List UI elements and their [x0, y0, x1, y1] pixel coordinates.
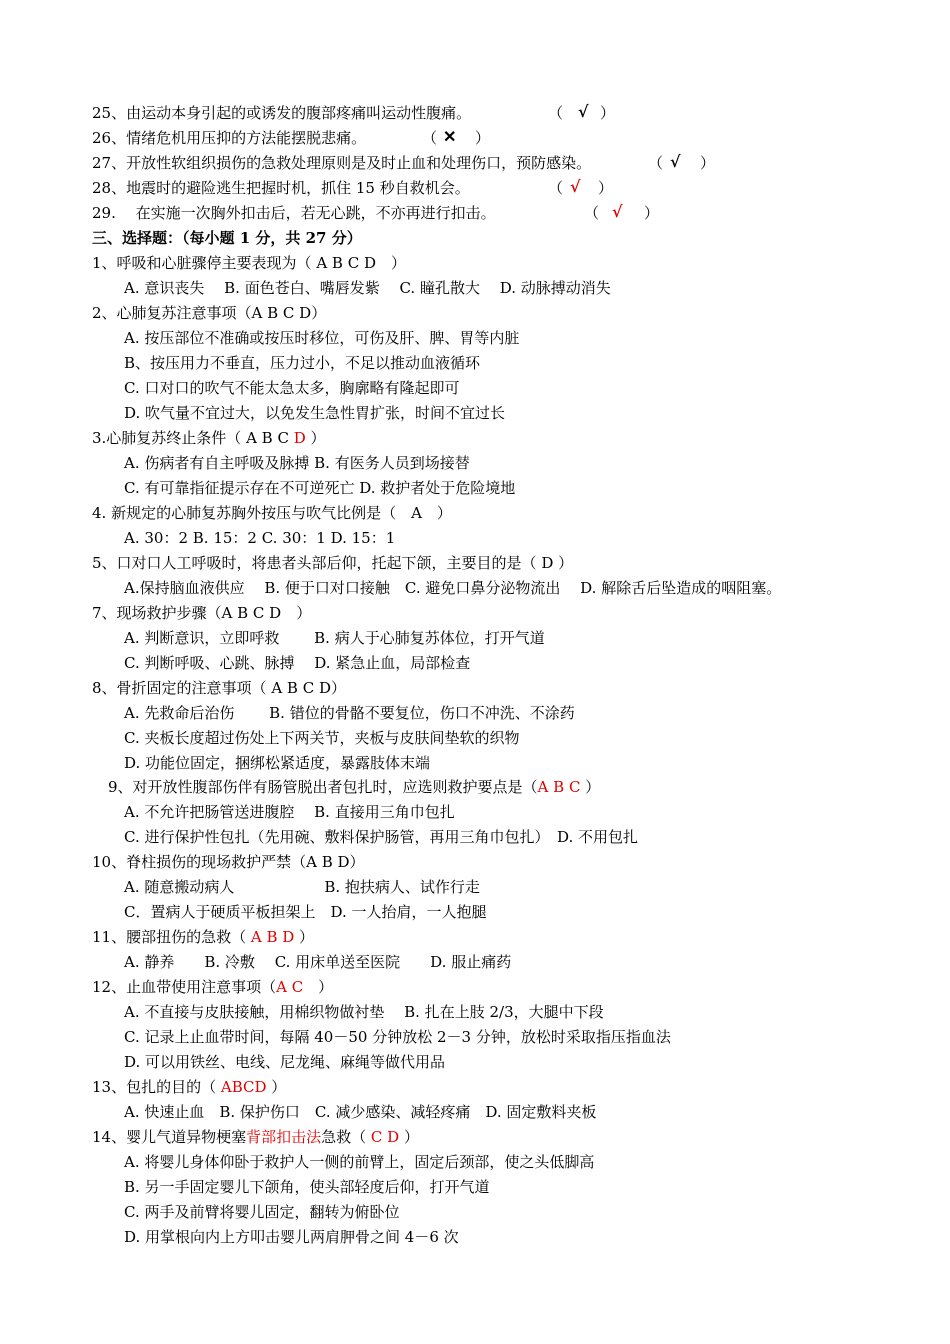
option-a: A. 将婴儿身体仰卧于救护人一侧的前臂上，固定后颈部，使之头低脚高	[124, 1153, 595, 1171]
check-mark: √	[578, 102, 589, 121]
option-c: C. 口对口的吹气不能太急太多，胸廓略有隆起即可	[124, 379, 460, 397]
question-text-end: ）	[580, 778, 601, 796]
method-highlight: 背部扣击法	[246, 1128, 322, 1146]
question-text-mid: 急救（	[321, 1128, 371, 1146]
options-cd: C. 有可靠指征提示存在不可逆死亡 D. 救护者处于危险境地	[124, 479, 516, 497]
answer-highlight: A B D	[250, 928, 295, 946]
question-1-options: A. 意识丧失 B. 面色苍白、嘴唇发紫 C. 瞳孔散大 D. 动脉搏动消失	[124, 279, 611, 297]
check-mark: √	[670, 152, 681, 171]
question-text: 13、包扎的目的（	[92, 1078, 221, 1096]
option-c: C. 记录上止血带时间，每隔 40－50 分钟放松 2－3 分钟，放松时采取指压指血法	[124, 1028, 671, 1046]
judgment-26	[92, 128, 366, 148]
options-cd: C. 进行保护性包扎（先用碗、敷料保护肠管，再用三角巾包扎） D. 不用包扎	[124, 828, 639, 846]
question-9	[108, 777, 600, 797]
question-text: 12、止血带使用注意事项（	[92, 978, 277, 996]
option-d: D. 功能位固定，捆绑松紧适度，暴露肢体末端	[124, 754, 431, 772]
question-5: 5、口对口人工呼吸时，将患者头部后仰，托起下颌，主要目的是（ D ）	[92, 554, 574, 572]
question-text: 14、婴儿气道异物梗塞	[92, 1128, 247, 1146]
question-12	[92, 977, 333, 997]
paren-close: ）	[600, 104, 616, 122]
option-d: D. 用掌根向内上方叩击婴儿两肩胛骨之间 4－6 次	[124, 1228, 459, 1246]
question-11-options: A. 静养 B. 冷敷 C. 用床单送至医院 D. 服止痛药	[124, 953, 512, 971]
question-14	[92, 1127, 419, 1147]
question-4-options: A. 30：2 B. 15：2 C. 30：1 D. 15：1	[124, 529, 396, 547]
paren-close: ）	[475, 129, 491, 147]
answer-highlight: A B C	[537, 778, 581, 796]
judgment-29	[92, 203, 496, 223]
options-ab: A. 随意搬动病人 B. 抱扶病人、试作行走	[124, 878, 480, 896]
question-1: 1、呼吸和心脏骤停主要表现为（ A B C D ）	[92, 254, 406, 272]
option-b: B、按压用力不垂直，压力过小，不足以推动血液循环	[124, 354, 481, 372]
question-text: 11、腰部扭伤的急救（	[92, 928, 251, 946]
question-text-end: ）	[294, 928, 315, 946]
judgment-28	[92, 178, 470, 198]
options-ab: A. 不直接与皮肤接触，用棉织物做衬垫 B. 扎在上肢 2/3，大腿中下段	[124, 1003, 604, 1021]
question-5-options: A.保持脑血液供应 B. 便于口对口接触 C. 避免口鼻分泌物流出 D. 解除舌后坠造成的咽阻塞。	[124, 579, 782, 597]
section-title: 三、选择题：（每小题 1 分，共 27 分）	[92, 229, 362, 247]
option-b: B. 另一手固定婴儿下颌角，使头部轻度后仰，打开气道	[124, 1178, 490, 1196]
answer-highlight: D	[293, 429, 306, 447]
question-2: 2、心肺复苏注意事项（A B C D）	[92, 304, 327, 322]
answer-highlight: C D	[370, 1128, 400, 1146]
judgment-text: 27、开放性软组织损伤的急救处理原则是及时止血和处理伤口，预防感染。	[92, 154, 592, 172]
judgment-25	[92, 103, 471, 123]
question-text: 3.心肺复苏终止条件（ A B C	[92, 429, 294, 447]
option-d: D. 可以用铁丝、电线、尼龙绳、麻绳等做代用品	[124, 1053, 446, 1071]
options-ab: A. 伤病者有自主呼吸及脉搏 B. 有医务人员到场接替	[124, 454, 470, 472]
paren-close: ）	[598, 179, 614, 197]
judgment-text: 29. 在实施一次胸外扣击后，若无心跳，不亦再进行扣击。	[92, 204, 496, 222]
options-cd: C．置病人于硬质平板担架上 D. 一人抬肩，一人抱腿	[124, 903, 487, 921]
options-ab: A. 先救命后治伤 B. 错位的骨骼不要复位，伤口不冲洗、不涂药	[124, 704, 575, 722]
question-4: 4. 新规定的心肺复苏胸外按压与吹气比例是（ A ）	[92, 504, 452, 522]
question-text-end: ）	[399, 1128, 419, 1146]
paren-open: （	[548, 104, 564, 122]
paren-open: （	[648, 154, 664, 172]
check-mark: √	[570, 177, 581, 196]
question-text-end: ）	[305, 429, 326, 447]
judgment-text: 28、地震时的避险逃生把握时机，抓住 15 秒自救机会。	[92, 179, 470, 197]
option-c: C. 两手及前臂将婴儿固定，翻转为俯卧位	[124, 1203, 400, 1221]
answer-highlight: ABCD	[220, 1078, 267, 1096]
cross-mark: ✕	[443, 127, 457, 146]
question-text-end: ）	[303, 978, 334, 996]
answer-highlight: A C	[276, 978, 304, 996]
question-13	[92, 1077, 286, 1097]
option-a: A. 按压部位不准确或按压时移位，可伤及肝、脾、胃等内脏	[124, 329, 520, 347]
option-c: C. 夹板长度超过伤处上下两关节，夹板与皮肤间垫软的织物	[124, 729, 520, 747]
paren-open: （	[548, 179, 564, 197]
options-ab: A. 不允许把肠管送进腹腔 B. 直接用三角巾包扎	[124, 803, 455, 821]
judgment-text: 25、由运动本身引起的或诱发的腹部疼痛叫运动性腹痛。	[92, 104, 472, 122]
question-text-end: ）	[266, 1078, 287, 1096]
paren-close: ）	[700, 154, 716, 172]
paren-open: （	[584, 204, 600, 222]
option-d: D. 吹气量不宜过大，以免发生急性胃扩张，时间不宜过长	[124, 404, 506, 422]
paren-close: ）	[644, 204, 660, 222]
paren-open: （	[422, 129, 438, 147]
question-13-options: A. 快速止血 B. 保护伤口 C. 减少感染、减轻疼痛 D. 固定敷料夹板	[124, 1103, 597, 1121]
question-11	[92, 927, 314, 947]
judgment-27	[92, 153, 591, 173]
check-mark: √	[612, 202, 623, 221]
judgment-text: 26、情绪危机用压抑的方法能摆脱悲痛。	[92, 129, 367, 147]
question-7: 7、现场救护步骤（A B C D ）	[92, 604, 312, 622]
question-8: 8、骨折固定的注意事项（ A B C D）	[92, 679, 346, 697]
question-text: 9、对开放性腹部伤伴有肠管脱出者包扎时，应选则救护要点是（	[108, 778, 538, 796]
options-ab: A. 判断意识，立即呼救 B. 病人于心肺复苏体位，打开气道	[124, 629, 545, 647]
question-10: 10、脊柱损伤的现场救护严禁（A B D）	[92, 853, 365, 871]
question-3	[92, 428, 326, 448]
options-cd: C. 判断呼吸、心跳、脉搏 D. 紧急止血，局部检查	[124, 654, 471, 672]
